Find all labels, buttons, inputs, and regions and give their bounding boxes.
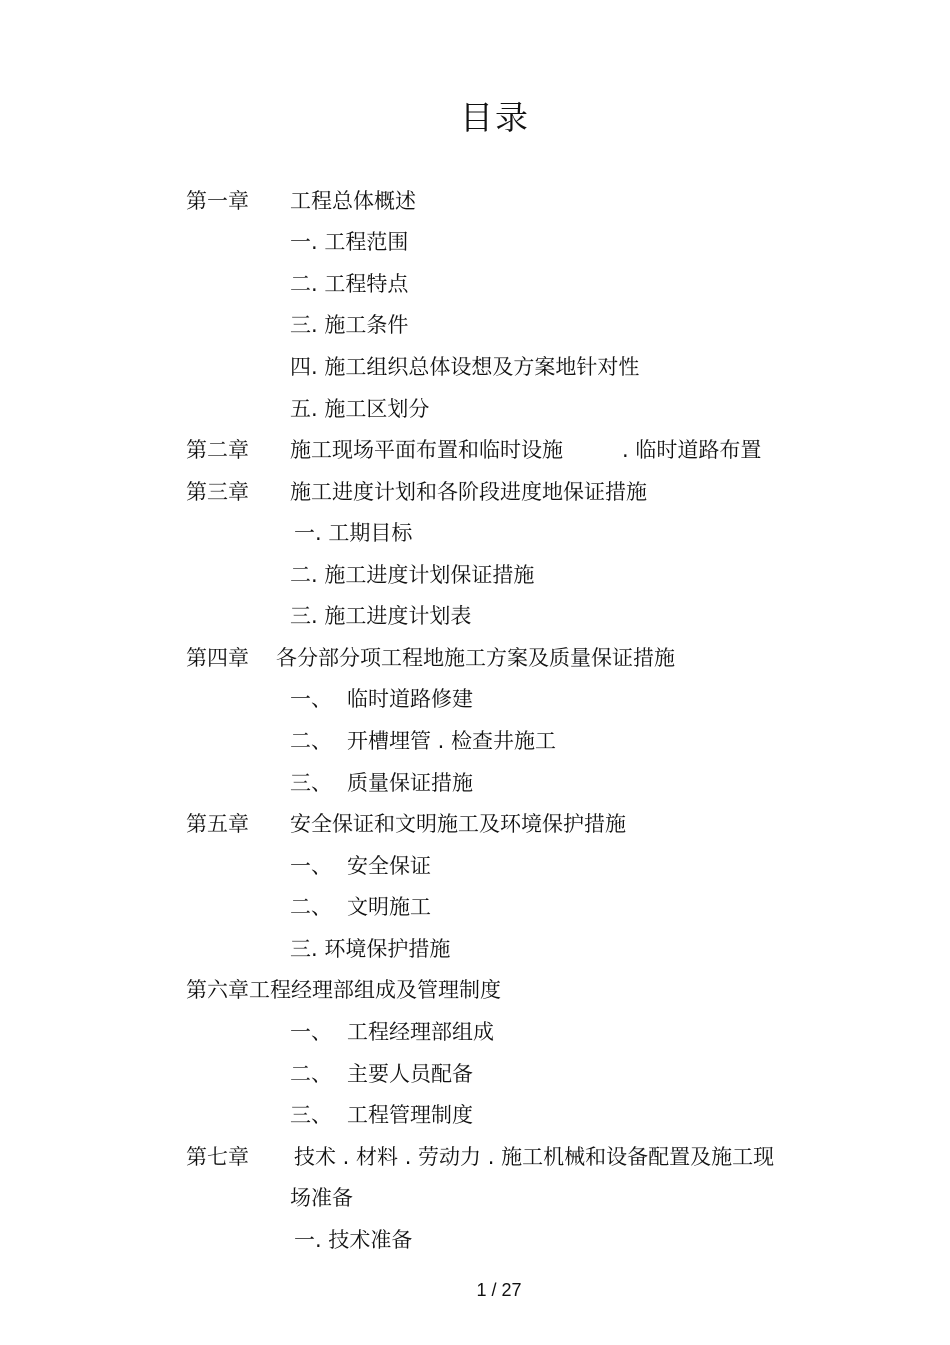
chapter-4-title: 各分部分项工程地施工方案及质量保证措施 bbox=[276, 646, 675, 670]
section-4-2-number: 二、 bbox=[290, 729, 332, 753]
section-6-2-number: 二、 bbox=[290, 1062, 332, 1086]
section-5-3: 三. 环境保护措施 bbox=[290, 937, 451, 961]
chapter-3-title: 施工进度计划和各阶段进度地保证措施 bbox=[290, 480, 647, 504]
section-3-1: 一. 工期目标 bbox=[294, 521, 413, 545]
section-1-3: 三. 施工条件 bbox=[290, 313, 409, 337]
section-5-2: 文明施工 bbox=[347, 895, 431, 919]
section-4-3: 质量保证措施 bbox=[347, 771, 473, 795]
page-number: 1 / 27 bbox=[476, 1280, 522, 1300]
section-3-2: 二. 施工进度计划保证措施 bbox=[290, 563, 535, 587]
chapter-5-title: 安全保证和文明施工及环境保护措施 bbox=[290, 812, 626, 836]
section-6-3-number: 三、 bbox=[290, 1103, 332, 1127]
chapter-5-label: 第五章 bbox=[186, 812, 249, 836]
chapter-2-title: 施工现场平面布置和临时设施 bbox=[290, 438, 563, 462]
chapter-2-label: 第二章 bbox=[186, 438, 249, 462]
chapter-7-title-line-1: 技术 . 材料 . 劳动力 . 施工机械和设备配置及施工现 bbox=[294, 1145, 775, 1169]
section-4-1-number: 一、 bbox=[290, 687, 332, 711]
page-title: 目录 bbox=[460, 98, 530, 137]
section-4-3-number: 三、 bbox=[290, 771, 332, 795]
chapter-1-label: 第一章 bbox=[186, 189, 249, 213]
section-5-1-number: 一、 bbox=[290, 854, 332, 878]
section-5-1: 安全保证 bbox=[347, 854, 431, 878]
section-1-5: 五. 施工区划分 bbox=[290, 397, 430, 421]
section-4-1: 临时道路修建 bbox=[347, 687, 473, 711]
section-6-2: 主要人员配备 bbox=[347, 1062, 473, 1086]
section-1-2: 二. 工程特点 bbox=[290, 272, 409, 296]
section-3-3: 三. 施工进度计划表 bbox=[290, 604, 472, 628]
section-7-1: 一. 技术准备 bbox=[294, 1228, 413, 1252]
chapter-7-title-line-2: 场准备 bbox=[290, 1186, 353, 1210]
section-6-1: 工程经理部组成 bbox=[347, 1020, 494, 1044]
chapter-6-title: 第六章工程经理部组成及管理制度 bbox=[186, 978, 501, 1002]
chapter-1-title: 工程总体概述 bbox=[290, 189, 416, 213]
section-1-4: 四. 施工组织总体设想及方案地针对性 bbox=[290, 355, 640, 379]
section-1-1: 一. 工程范围 bbox=[290, 230, 409, 254]
chapter-7-label: 第七章 bbox=[186, 1145, 249, 1169]
section-5-2-number: 二、 bbox=[290, 895, 332, 919]
chapter-4-label: 第四章 bbox=[186, 646, 249, 670]
section-6-1-number: 一、 bbox=[290, 1020, 332, 1044]
chapter-3-label: 第三章 bbox=[186, 480, 249, 504]
section-6-3: 工程管理制度 bbox=[347, 1103, 473, 1127]
chapter-2-subtitle: . 临时道路布置 bbox=[622, 438, 762, 462]
section-4-2: 开槽埋管 . 检查井施工 bbox=[347, 729, 557, 753]
